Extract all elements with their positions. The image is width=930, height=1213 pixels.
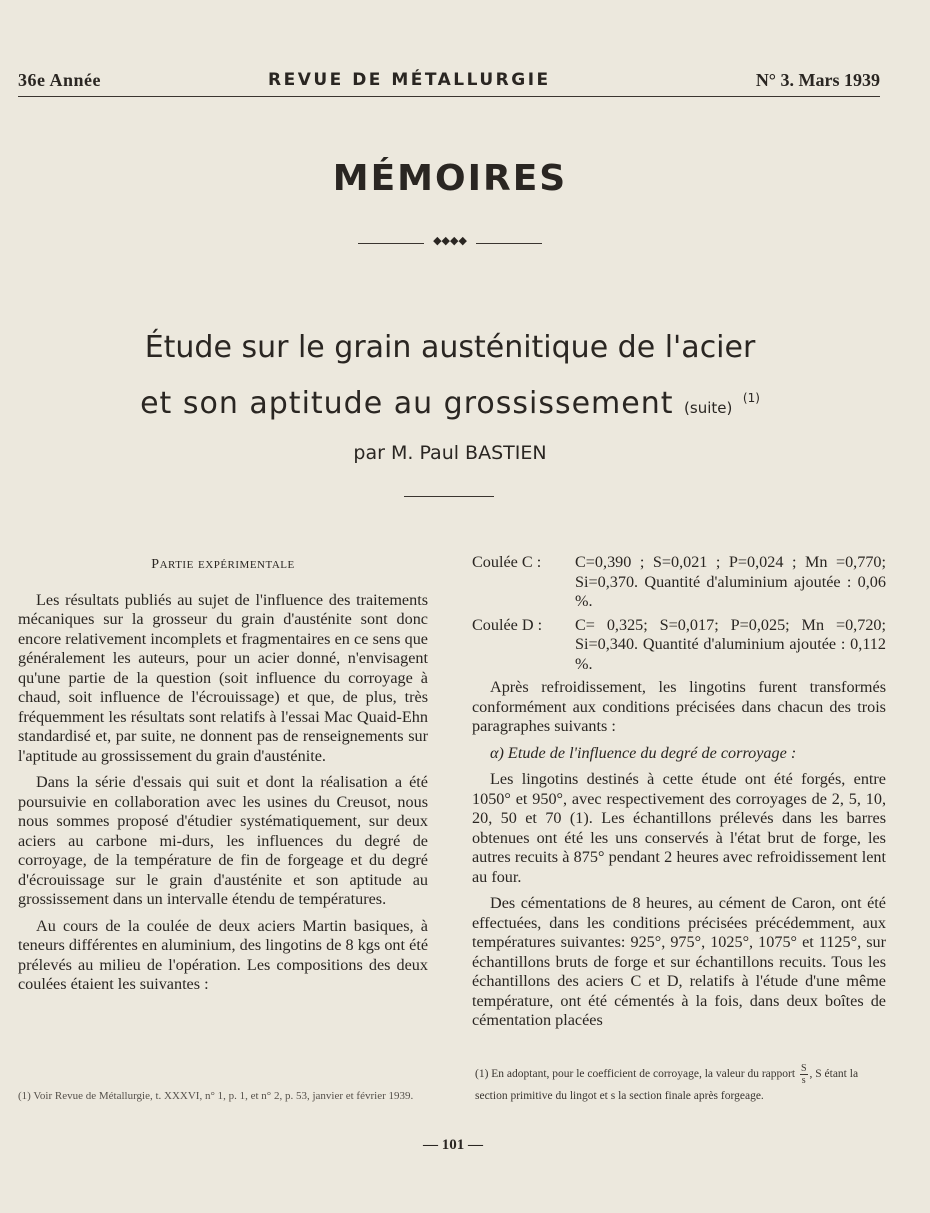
article-title-line-2-text: et son aptitude au grossissement bbox=[140, 386, 674, 421]
ornament-line-left bbox=[358, 243, 424, 244]
ornament-divider bbox=[358, 236, 542, 250]
footnote-right bbox=[475, 1063, 889, 1107]
paragraph: Après refroidissement, les lingotins furent transformés conformément aux conditions précisées dans chacun des trois paragraphes suivants : bbox=[472, 678, 886, 735]
coulee-d-label: Coulée D : bbox=[472, 615, 543, 634]
subheading bbox=[18, 555, 428, 575]
right-column bbox=[472, 553, 886, 1038]
coulee-c-composition: C=0,390 ; S=0,021 ; P=0,024 ; Mn =0,770; Si=0,370. Quantité d'aluminium ajoutée : 0,06 %. bbox=[575, 553, 886, 610]
fraction-denominator: s bbox=[801, 1075, 806, 1086]
section-title: MÉMOIRES bbox=[332, 158, 568, 199]
journal-name: REVUE DE MÉTALLURGIE bbox=[268, 70, 551, 90]
suite-marker: (suite) bbox=[684, 399, 733, 417]
author-byline: par M. Paul BASTIEN bbox=[353, 442, 547, 464]
coulee-d-composition: C= 0,325; S=0,017; P=0,025; Mn =0,720; Si=0,340. Quantité d'aluminium ajoutée : 0,112 %. bbox=[575, 615, 886, 673]
paragraph: Dans la série d'essais qui suit et dont la réalisation a été poursuivie en collaboration avec les usines du Creusot, nous nous sommes proposé d'étudier systématiquement, sur deux aciers au carbone mi-durs, les influences du degré de corroyage, de la température de fin de forgeage et du degré d'écrouissage sur le grain d'austénite et son aptitude au grossissement dans un intervalle étendu de températures. bbox=[18, 773, 428, 908]
left-column bbox=[18, 555, 428, 1002]
paragraph: Des cémentations de 8 heures, au cément de Caron, ont été effectuées, dans les conditions précisées précédemment, aux températures suivantes: 925°, 975°, 1025°, 1075° et 1125°, sur échantillons bruts de forge et sur échantillons recuits. Tous les échantillons des aciers C et D, relatifs à l'étude d'une même température, ont été cémentés à la fois, dans deux boîtes de cémentation placées bbox=[472, 894, 886, 1029]
page-number: — 101 — bbox=[423, 1137, 483, 1153]
coulee-c-label: Coulée C : bbox=[472, 553, 542, 571]
running-header bbox=[18, 66, 880, 97]
paragraph: Les résultats publiés au sujet de l'influence des traitements mécaniques sur la grosseur du grain d'austénite sont donc encore relativement incomplets et fragmentaires en ce sens que généralement les auteurs, pour un acier donné, n'envisagent qu'une partie de la question (soit influence du corroyage à chaud, soit influence de l'écrouissage) et que, de plus, très fréquemment les résultats sont relatifs à l'essai Mac Quaid-Ehn standardisé et, par suite, ne donnent pas de renseignements sur l'aptitude au grossissement du grain d'austénite. bbox=[18, 590, 428, 765]
volume-year: 36e Année bbox=[18, 70, 101, 90]
footnote-left: (1) Voir Revue de Métallurgie, t. XXXVI, n° 1, p. 1, et n° 2, p. 53, janvier et février 1939. bbox=[18, 1090, 414, 1102]
footnote-reference: (1) bbox=[742, 391, 760, 405]
paragraph: Au cours de la coulée de deux aciers Martin basiques, à teneurs différentes en aluminium, des lingotins de 8 kgs ont été prélevés au milieu de l'opération. Les compositions des deux coulées étaient les suivantes : bbox=[18, 916, 428, 993]
ornament-line-right bbox=[476, 243, 542, 244]
subsection-heading: α) Etude de l'influence du degré de corroyage : bbox=[490, 743, 797, 762]
title-rule bbox=[404, 496, 494, 497]
diamond-ornament-icon: ◆◆◆◆ bbox=[433, 235, 467, 247]
subheading-initial: P bbox=[151, 557, 160, 572]
fraction-numerator: S bbox=[800, 1063, 807, 1074]
paragraph: Les lingotins destinés à cette étude ont été forgés, entre 1050° et 950°, avec respectivement des corroyages de 2, 5, 10, 20, 50 et 70 (1). Les échantillons prélevés dans les barres obtenues ont été les uns conservés à l'état brut de forge, les autres recuits à 875° pendant 2 heures avec refroidissement lent au four. bbox=[472, 770, 886, 886]
footnote-text-part-2: , S étant la section primitive du lingot et s la section finale après forgeage. bbox=[475, 1068, 859, 1102]
fraction bbox=[800, 1063, 808, 1086]
issue-date: N° 3. Mars 1939 bbox=[755, 70, 880, 90]
footnote-text-part-1: (1) En adoptant, pour le coefficient de corroyage, la valeur du rapport bbox=[475, 1068, 796, 1081]
coulee-d-entry bbox=[472, 616, 886, 675]
subheading-text: artie expérimentale bbox=[159, 556, 295, 572]
article-title-line-1: Étude sur le grain austénitique de l'acier bbox=[144, 330, 756, 365]
coulee-c-entry bbox=[472, 553, 886, 612]
article-title-line-2 bbox=[0, 386, 900, 421]
